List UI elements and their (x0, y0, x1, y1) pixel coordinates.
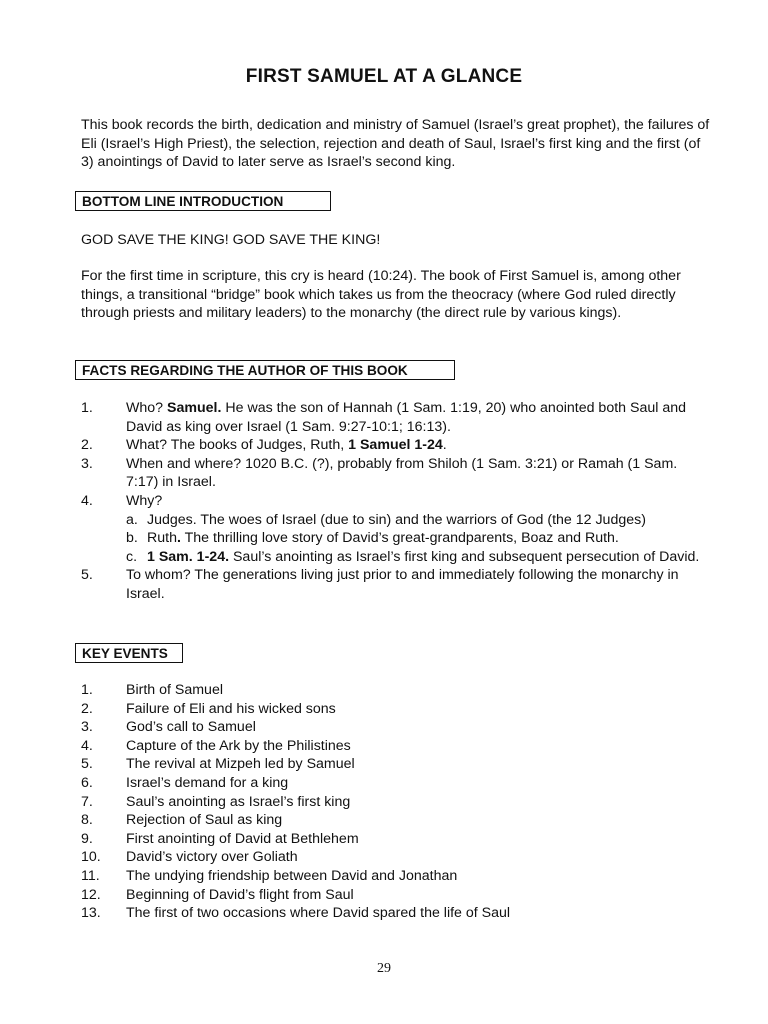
key-event-item (81, 774, 711, 793)
key-event-item (81, 681, 711, 700)
cry-line: GOD SAVE THE KING! GOD SAVE THE KING! (81, 232, 381, 248)
subitem-letter: b. (126, 530, 138, 547)
list-text: First anointing of David at Bethlehem (126, 830, 359, 847)
key-event-item (81, 811, 711, 830)
key-event-item (81, 867, 711, 886)
author-fact-4 (81, 492, 711, 511)
author-fact-2 (81, 436, 711, 455)
subitem-text: Judges. The woes of Israel (due to sin) and the warriors of God (the 12 Judges) (147, 511, 646, 528)
list-number: 9. (81, 830, 93, 847)
section-heading-key-events: KEY EVENTS (75, 643, 183, 663)
list-text: Saul’s anointing as Israel’s first king (126, 793, 351, 810)
key-events-list (81, 681, 711, 923)
list-text: Capture of the Ark by the Philistines (126, 737, 351, 754)
list-text: The undying friendship between David and Jonathan (126, 867, 458, 884)
list-number: 7. (81, 793, 93, 810)
list-text: Israel’s demand for a king (126, 774, 289, 791)
list-text: To whom? The generations living just prior to and immediately following the monarchy in Israel. (126, 567, 679, 602)
list-text: Rejection of Saul as king (126, 812, 283, 829)
list-number: 5. (81, 567, 93, 584)
subitem-letter: a. (126, 511, 138, 528)
key-event-item (81, 755, 711, 774)
list-text: When and where? 1020 B.C. (?), probably from Shiloh (1 Sam. 3:21) or Ramah (1 Sam. 7:17) in Israel. (126, 455, 678, 491)
key-event-item (81, 848, 711, 867)
list-number: 8. (81, 812, 93, 829)
list-number: 4. (81, 492, 93, 509)
author-facts-list (81, 399, 711, 604)
key-event-item (81, 737, 711, 756)
subitem-letter: c. (126, 548, 138, 565)
list-text: Failure of Eli and his wicked sons (126, 700, 336, 717)
list-number: 3. (81, 455, 93, 472)
bottom-line-paragraph: For the first time in scripture, this cry is heard (10:24). The book of First Samuel is, among other things, a transitional “bridge” book which takes us from the theocracy (where God ruled directly through priests and military leaders) to the monarchy (the direct rule by various kings). (81, 268, 681, 322)
intro-paragraph: This book records the birth, dedication and ministry of Samuel (Israel’s great prophet), the failures of Eli (Israel’s High Priest), the selection, rejection and death of Saul, Israel’s first king and the first (of 3) anointings of David to later serve as Israel’s second king. (81, 117, 710, 171)
list-number: 5. (81, 756, 93, 773)
author-fact-5 (81, 566, 711, 603)
list-number: 1. (81, 682, 93, 698)
section-heading-author: FACTS REGARDING THE AUTHOR OF THIS BOOK (75, 360, 455, 380)
list-number: 6. (81, 774, 93, 791)
why-subitem-b (126, 529, 711, 548)
list-text: Birth of Samuel (126, 682, 223, 698)
section-heading-bottom-line: BOTTOM LINE INTRODUCTION (75, 191, 331, 211)
why-subitem-c (126, 548, 711, 567)
list-number: 4. (81, 737, 93, 754)
list-number: 11. (81, 867, 100, 884)
why-subitem-a (126, 511, 711, 530)
key-event-item (81, 718, 711, 737)
list-number: 3. (81, 719, 93, 736)
list-text: The first of two occasions where David spared the life of Saul (126, 905, 511, 922)
list-text: Beginning of David’s flight from Saul (126, 886, 354, 903)
subitem-text: Ruth. The thrilling love story of David’s great-grandparents, Boaz and Ruth. (147, 530, 619, 547)
list-text: Who? Samuel. He was the son of Hannah (1 Sam. 1:19, 20) who anointed both Saul and David as king over Israel (1 Sam. 9:27-10:1; 16:13). (126, 400, 686, 435)
page-number: 29 (377, 961, 391, 976)
subitem-text: 1 Sam. 1-24. Saul’s anointing as Israel’s first king and subsequent persecution of David. (147, 548, 700, 565)
key-event-item (81, 886, 711, 905)
list-number: 2. (81, 700, 93, 717)
list-number: 12. (81, 886, 101, 903)
list-number: 13. (81, 905, 101, 922)
list-text: What? The books of Judges, Ruth, 1 Samuel 1-24. (126, 437, 447, 454)
list-text: God’s call to Samuel (126, 719, 256, 736)
list-number: 10. (81, 849, 101, 866)
list-text: The revival at Mizpeh led by Samuel (126, 756, 355, 773)
author-fact-1 (81, 399, 711, 436)
key-event-item (81, 700, 711, 719)
page-title: FIRST SAMUEL AT A GLANCE (245, 66, 523, 87)
list-text: David’s victory over Goliath (126, 849, 298, 866)
list-number: 1. (81, 400, 93, 416)
key-event-item (81, 904, 711, 923)
list-text: Why? (126, 492, 163, 509)
author-fact-3 (81, 455, 711, 492)
list-number: 2. (81, 437, 93, 454)
key-event-item (81, 830, 711, 849)
key-event-item (81, 793, 711, 812)
